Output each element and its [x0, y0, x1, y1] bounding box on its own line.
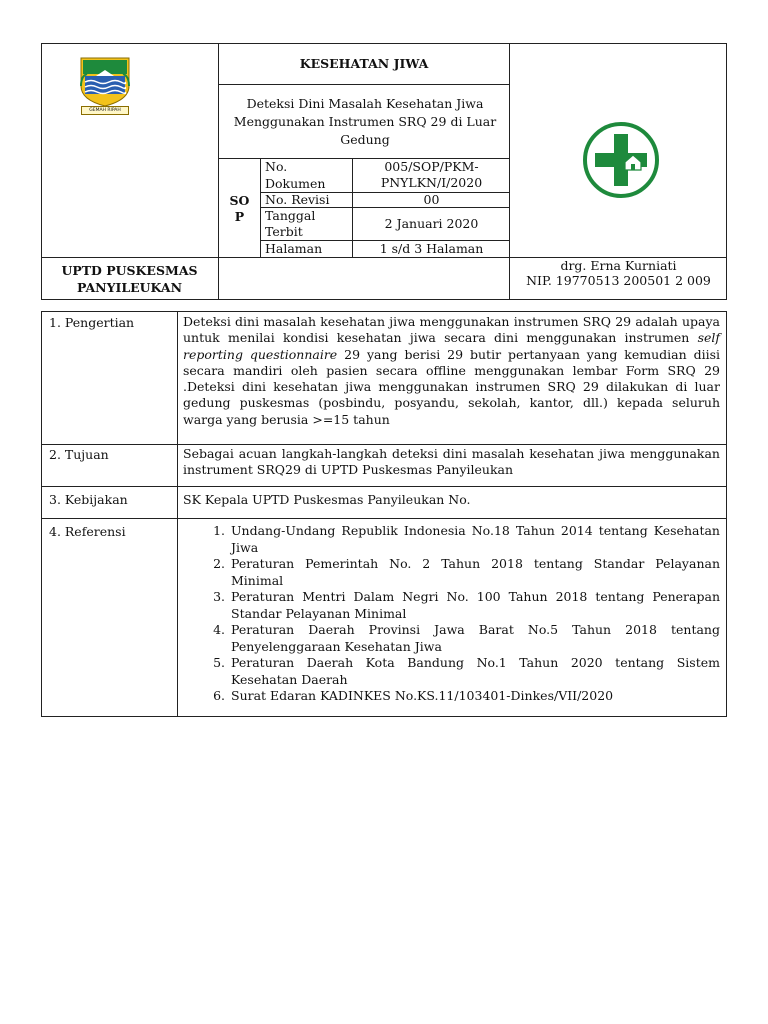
reference-items [203, 523, 720, 705]
signer-name: drg. Erna Kurniati [560, 258, 677, 273]
pengertian-text-part2: 29 yang berisi 29 butir pertanyaan yang kemudian diisi secara mandiri oleh pasien secara offline menggunakan lembar Form SRQ 29 .Deteksi dini kesehatan jiwa menggunakan instrumen SRQ 29 dilakukan di luar gedung puskesmas (posbindu, posyandu, sekolah, kantor, dll.) kepada seluruh warga yang berusia >=15 tahun [183, 346, 720, 427]
reference-item [203, 622, 720, 655]
reference-item [203, 589, 720, 622]
row-value-revisi: 00 [423, 192, 440, 207]
section-label-tujuan: 2. Tujuan [49, 447, 109, 462]
reference-text: Peraturan Pemerintah No. 2 Tahun 2018 tentang Standar Pelayanan Minimal [231, 556, 720, 588]
bandung-city-emblem-icon [75, 51, 135, 109]
row-label-halaman: Halaman [265, 241, 323, 256]
organization-line1: UPTD PUSKESMAS [61, 263, 198, 278]
sop-label-line2: P [234, 209, 245, 224]
reference-number: 3. [213, 589, 225, 604]
reference-number: 2. [213, 556, 225, 571]
reference-text: Peraturan Daerah Provinsi Jawa Barat No.5 Tahun 2018 tentang Penyelenggaraan Kesehatan Jiwa [231, 622, 720, 654]
row-label-revisi: No. Revisi [265, 192, 330, 207]
sop-label-line1: SO [229, 193, 250, 208]
pengertian-text-part1: Deteksi dini masalah kesehatan jiwa menggunakan instrumen SRQ 29 adalah upaya untuk menilai kondisi kesehatan jiwa secara dini menggunakan instrumen [183, 314, 720, 346]
divider [41, 518, 727, 519]
document-title: KESEHATAN JIWA [299, 56, 429, 71]
row-value-dokumen: 005/SOP/PKM-PNYLKN/I/2020 [380, 158, 483, 190]
section-text-kebijakan: SK Kepala UPTD Puskesmas Panyileukan No. [183, 492, 471, 507]
sop-label [219, 193, 260, 225]
reference-number: 1. [213, 523, 225, 538]
reference-text: Undang-Undang Republik Indonesia No.18 Tahun 2014 tentang Kesehatan Jiwa [231, 523, 720, 555]
sop-content-table [41, 311, 727, 717]
section-label-kebijakan: 3. Kebijakan [49, 492, 128, 507]
divider [177, 311, 178, 717]
reference-text: Surat Edaran KADINKES No.KS.11/103401-Dinkes/VII/2020 [231, 688, 614, 703]
reference-number: 4. [213, 622, 225, 637]
document-subtitle: Deteksi Dini Masalah Kesehatan Jiwa Menggunakan Instrumen SRQ 29 di Luar Gedung [233, 95, 497, 147]
reference-item [203, 556, 720, 589]
emblem-ribbon: GEMAH RIPAH [81, 106, 129, 115]
reference-number: 6. [213, 688, 225, 703]
divider [41, 444, 727, 445]
reference-text: Peraturan Daerah Kota Bandung No.1 Tahun 2020 tentang Sistem Kesehatan Daerah [231, 655, 720, 687]
signer-nip: NIP. 19770513 200501 2 009 [526, 272, 711, 288]
row-label-dokumen: No. Dokumen [265, 159, 326, 191]
row-label-tanggal: Tanggal Terbit [265, 208, 316, 239]
row-value-tanggal: 2 Januari 2020 [384, 216, 479, 231]
divider [41, 486, 727, 487]
organization-name [41, 258, 218, 300]
reference-text: Peraturan Mentri Dalam Negri No. 100 Tahun 2018 tentang Penerapan Standar Pelayanan Minimal [231, 589, 720, 621]
reference-item [203, 523, 720, 556]
section-text-tujuan: Sebagai acuan langkah-langkah deteksi dini masalah kesehatan jiwa menggunakan instrument SRQ29 di UPTD Puskesmas Panyileukan [183, 446, 720, 478]
section-text-pengertian [183, 314, 720, 428]
row-value-halaman: 1 s/d 3 Halaman [379, 241, 484, 256]
reference-item [203, 655, 720, 688]
referensi-list [203, 523, 720, 705]
reference-number: 5. [213, 655, 225, 670]
divider [260, 158, 261, 258]
organization-line2: PANYILEUKAN [76, 280, 183, 295]
puskesmas-green-cross-icon [579, 118, 663, 202]
signer-block [510, 258, 727, 300]
sop-header-table [41, 43, 727, 300]
section-label-referensi: 4. Referensi [49, 524, 126, 539]
section-label-pengertian: 1. Pengertian [49, 315, 135, 330]
reference-item [203, 688, 720, 705]
pengertian-text-italic: self reporting questionnaire [183, 330, 720, 362]
